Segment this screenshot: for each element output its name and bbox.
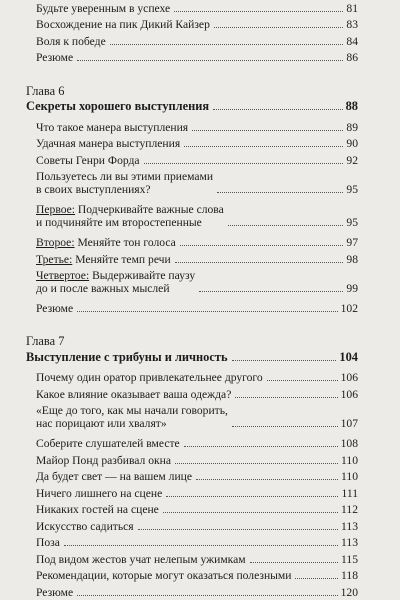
toc-entry bbox=[36, 203, 358, 229]
toc-entry-title: Будьте уверенным в успехе bbox=[36, 2, 171, 15]
dot-leader bbox=[250, 562, 338, 563]
chapter-title-entry bbox=[26, 100, 358, 113]
toc-entry bbox=[36, 35, 358, 48]
toc-entry-page: 115 bbox=[341, 553, 358, 566]
toc-entry-prefix: Второе: bbox=[36, 236, 75, 249]
toc-entry-page: 84 bbox=[346, 35, 358, 48]
toc-entry-title-text: Меняйте темп речи bbox=[72, 253, 171, 266]
toc-entry-title-text: Меняйте тон голоса bbox=[74, 236, 176, 249]
toc-entry-page: 92 bbox=[346, 154, 358, 167]
toc-entry bbox=[36, 553, 358, 566]
toc-entry-title bbox=[36, 269, 195, 295]
toc-entry-title-line2: в своих выступлениях? bbox=[36, 183, 151, 196]
toc-entry-title: Советы Генри Форда bbox=[36, 154, 140, 167]
chapter-title: Секреты хорошего выступления bbox=[26, 99, 210, 113]
chapter-heading: Глава 7 bbox=[26, 334, 65, 348]
dot-leader bbox=[77, 311, 337, 312]
toc-entry-title: Почему один оратор привлекательнее другого bbox=[36, 371, 263, 384]
dot-leader bbox=[214, 27, 344, 28]
toc-entry bbox=[36, 2, 358, 15]
dot-leader bbox=[175, 262, 344, 263]
toc-entry-page: 102 bbox=[340, 302, 358, 315]
dot-leader bbox=[77, 595, 337, 596]
toc-entry-title bbox=[36, 203, 224, 229]
toc-entry bbox=[36, 503, 358, 516]
chapter-title-entry bbox=[26, 351, 358, 364]
toc-entry-title bbox=[36, 170, 213, 196]
dot-leader bbox=[64, 545, 338, 546]
chapter-heading: Глава 6 bbox=[26, 84, 65, 98]
toc-entry-title-line1: «Еще до того, как мы начали говорить, bbox=[36, 404, 228, 417]
dot-leader bbox=[174, 11, 343, 12]
dot-leader bbox=[267, 380, 338, 381]
chapter-page: 88 bbox=[345, 99, 358, 113]
toc-entry bbox=[36, 586, 358, 599]
toc-entry-page: 98 bbox=[346, 253, 358, 266]
toc-entry-title: Соберите слушателей вместе bbox=[36, 437, 180, 450]
toc-entry bbox=[36, 404, 358, 430]
toc-entry-page: 108 bbox=[340, 437, 358, 450]
toc-entry-page: 113 bbox=[341, 536, 358, 549]
dot-leader bbox=[180, 245, 344, 246]
toc-entry bbox=[36, 569, 358, 582]
toc-entry bbox=[36, 371, 358, 384]
toc-entry-title: Искусство садиться bbox=[36, 520, 134, 533]
toc-entry-prefix: Четвертое: bbox=[36, 269, 90, 282]
toc-entry-title: Воля к победе bbox=[36, 35, 106, 48]
chapter-page: 104 bbox=[339, 350, 358, 364]
toc-entry-title-line2: и подчиняйте им второстепенные bbox=[36, 216, 202, 229]
dot-leader bbox=[235, 397, 337, 398]
toc-entry bbox=[36, 137, 358, 150]
toc-entry bbox=[36, 236, 358, 249]
dot-leader bbox=[184, 446, 338, 447]
toc-entry-title: Поза bbox=[36, 536, 60, 549]
toc-entry bbox=[36, 18, 358, 31]
dot-leader bbox=[232, 426, 338, 427]
toc-entry-title: Резюме bbox=[36, 586, 74, 599]
toc-entry bbox=[36, 520, 358, 533]
dot-leader bbox=[175, 463, 338, 464]
toc-entry-prefix: Первое: bbox=[36, 203, 76, 216]
dot-leader bbox=[144, 163, 344, 164]
toc-entry bbox=[36, 121, 358, 134]
toc-entry bbox=[36, 487, 358, 500]
toc-entry-title-line1: Выдерживайте паузу bbox=[89, 269, 196, 282]
toc-entry-page: 83 bbox=[346, 18, 358, 31]
toc-entry bbox=[36, 269, 358, 295]
dot-leader bbox=[163, 512, 338, 513]
toc-entry-page: 90 bbox=[346, 137, 358, 150]
toc-entry-page: 113 bbox=[341, 520, 358, 533]
toc-entry-page: 112 bbox=[341, 503, 358, 516]
dot-leader bbox=[196, 479, 338, 480]
dot-leader bbox=[199, 291, 343, 292]
toc-entry-page: 99 bbox=[346, 282, 358, 295]
toc-entry bbox=[36, 253, 358, 266]
toc-entry-title: Удачная манера выступления bbox=[36, 137, 181, 150]
dot-leader bbox=[228, 225, 344, 226]
toc-entry-page: 95 bbox=[346, 216, 358, 229]
toc-entry bbox=[36, 437, 358, 450]
toc-entry-title: Никаких гостей на сцене bbox=[36, 503, 159, 516]
toc-entry-title: Ничего лишнего на сцене bbox=[36, 487, 163, 500]
dot-leader bbox=[213, 109, 342, 110]
dot-leader bbox=[77, 60, 343, 61]
toc-entry-page: 81 bbox=[346, 2, 358, 15]
dot-leader bbox=[184, 146, 343, 147]
toc-entry-page: 111 bbox=[341, 487, 358, 500]
toc-entry-page: 118 bbox=[341, 569, 358, 582]
toc-entry bbox=[36, 470, 358, 483]
toc-entry-title: Резюме bbox=[36, 302, 74, 315]
dot-leader bbox=[295, 578, 338, 579]
toc-entry bbox=[36, 388, 358, 401]
dot-leader bbox=[166, 496, 338, 497]
dot-leader bbox=[217, 192, 343, 193]
toc-entry-title bbox=[36, 236, 176, 249]
toc-entry bbox=[36, 170, 358, 196]
toc-entry-title: Рекомендации, которые могут оказаться полезными bbox=[36, 569, 292, 582]
dot-leader bbox=[192, 130, 343, 131]
toc-entry-title: Что такое манера выступления bbox=[36, 121, 189, 134]
toc-entry-page: 86 bbox=[346, 51, 358, 64]
toc-entry-prefix: Третье: bbox=[36, 253, 73, 266]
dot-leader bbox=[138, 529, 338, 530]
toc-entry-page: 110 bbox=[341, 454, 358, 467]
toc-entry-title: Восхождение на пик Дикий Кайзер bbox=[36, 18, 210, 31]
toc-entry-page: 110 bbox=[341, 470, 358, 483]
toc-entry-page: 95 bbox=[346, 183, 358, 196]
toc-entry-title bbox=[36, 404, 228, 430]
toc-entry-title-line1: Подчеркивайте важные слова bbox=[75, 203, 224, 216]
toc-entry-title-line2: до и после важных мыслей bbox=[36, 282, 170, 295]
toc-entry-page: 106 bbox=[340, 388, 358, 401]
toc-entry-page: 89 bbox=[346, 121, 358, 134]
toc-entry-title: Под видом жестов учат нелепым ужимкам bbox=[36, 553, 246, 566]
toc-entry-title bbox=[36, 253, 171, 266]
toc-entry-title: Резюме bbox=[36, 51, 74, 64]
toc-entry bbox=[36, 536, 358, 549]
dot-leader bbox=[110, 44, 344, 45]
toc-entry bbox=[36, 154, 358, 167]
toc-entry-page: 120 bbox=[340, 586, 358, 599]
dot-leader bbox=[232, 360, 337, 361]
toc-entry bbox=[36, 51, 358, 64]
toc-entry bbox=[36, 302, 358, 315]
toc-entry-title: Майор Понд разбивал окна bbox=[36, 454, 171, 467]
toc-entry-title-line1: Пользуетесь ли вы этими приемами bbox=[36, 170, 214, 183]
chapter-title: Выступление с трибуны и личность bbox=[26, 350, 228, 364]
toc-entry-page: 106 bbox=[340, 371, 358, 384]
toc-entry-title-line2: нас порицают или хвалят» bbox=[36, 417, 167, 430]
toc-entry bbox=[36, 454, 358, 467]
toc-entry-title: Да будет свет — на вашем лице bbox=[36, 470, 193, 483]
toc-entry-page: 97 bbox=[346, 236, 358, 249]
toc-entry-title: Какое влияние оказывает ваша одежда? bbox=[36, 388, 232, 401]
toc-entry-page: 107 bbox=[340, 417, 358, 430]
